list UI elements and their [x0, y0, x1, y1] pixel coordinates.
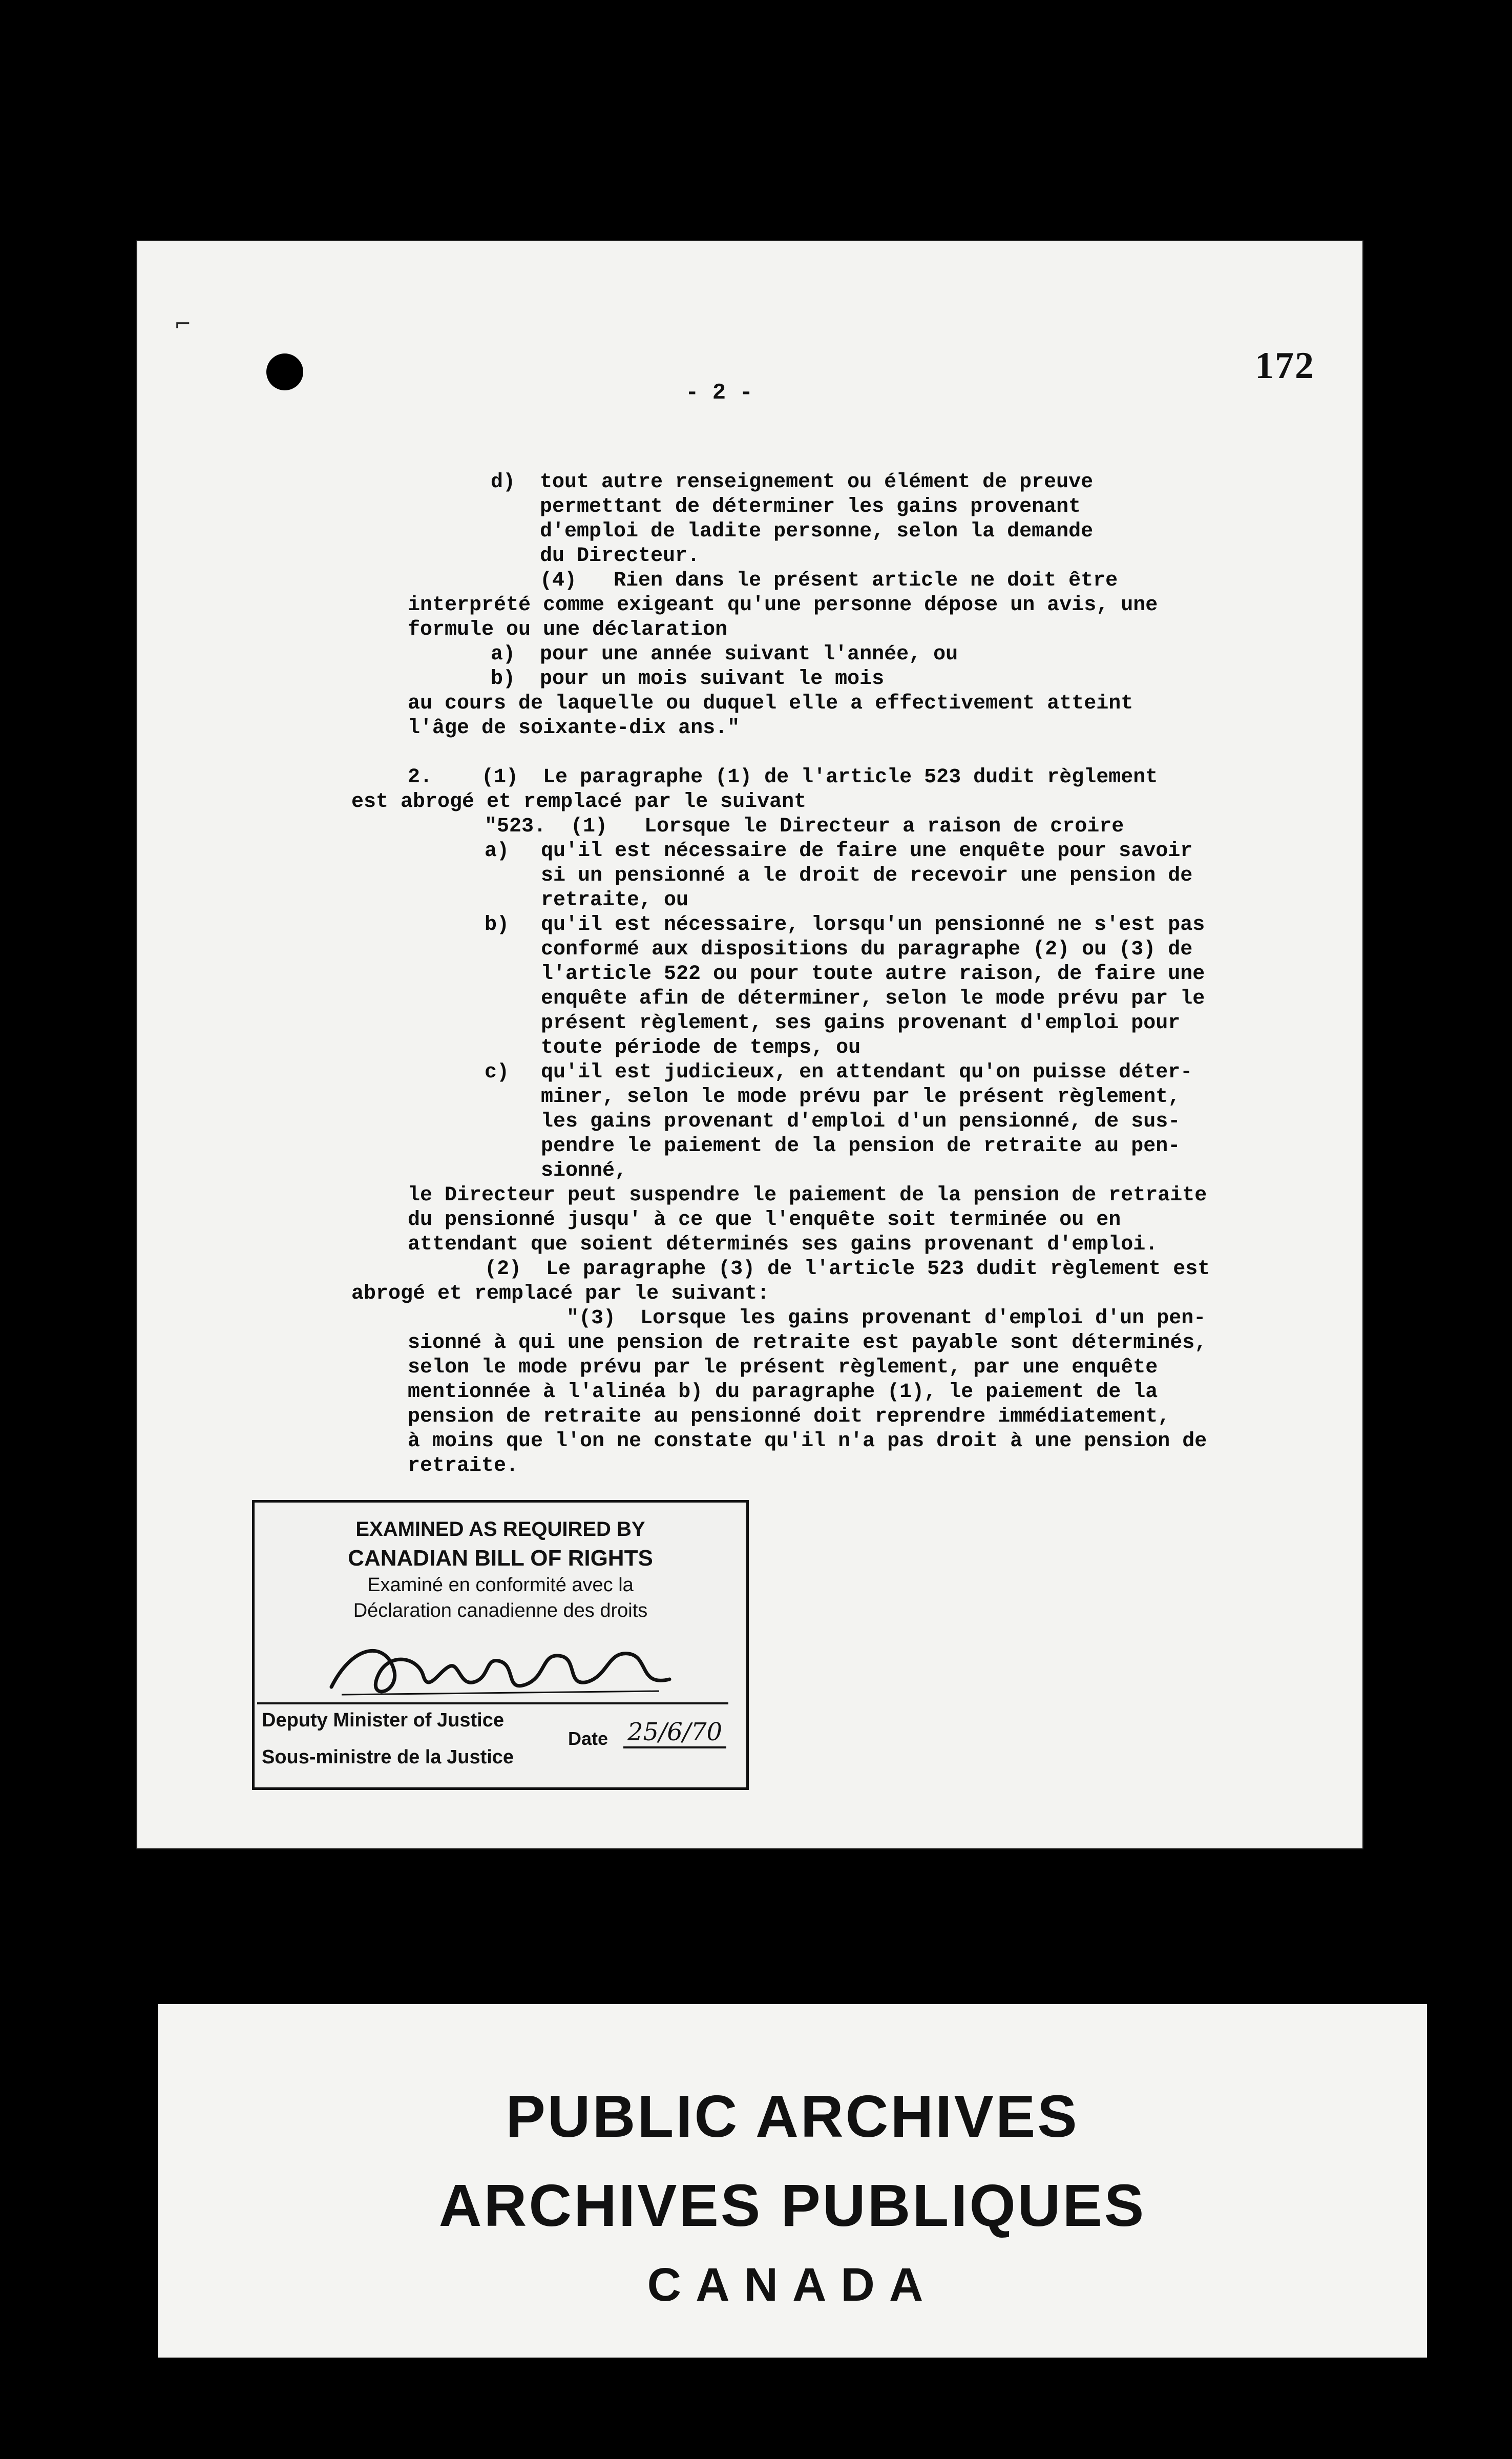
text-line: pension de retraite au pensionné doit reprendre immédiatement,: [408, 1405, 1170, 1428]
text-line: miner, selon le mode prévu par le présent règlement,: [541, 1086, 1181, 1109]
text-line: retraite.: [408, 1454, 519, 1477]
corner-mark: ⌐: [174, 312, 192, 336]
item-marker-d: d): [491, 471, 516, 494]
text-line: selon le mode prévu par le présent règlement, par une enquête: [408, 1356, 1158, 1379]
text-line: à moins que l'on ne constate qu'il n'a pas droit à une pension de: [408, 1430, 1207, 1453]
bill-of-rights-stamp: [252, 1500, 749, 1790]
text-line: les gains provenant d'emploi d'un pensionné, de sus-: [541, 1110, 1181, 1133]
text-line: toute période de temps, ou: [541, 1036, 861, 1059]
text-line: (4) Rien dans le présent article ne doit être: [540, 569, 1118, 592]
item-marker-b: b): [491, 668, 516, 691]
text-line: conformé aux dispositions du paragraphe (2) ou (3) de: [541, 938, 1193, 961]
stamp-french-line-1: Examiné en conformité avec la: [367, 1574, 634, 1596]
text-line: pendre le paiement de la pension de retraite au pen-: [541, 1135, 1181, 1158]
text-line: "(3) Lorsque les gains provenant d'emploi d'un pen-: [566, 1307, 1206, 1330]
text-line: d'emploi de ladite personne, selon la demande: [540, 520, 1094, 543]
text-line: du pensionné jusqu' à ce que l'enquête soit terminée ou en: [408, 1208, 1121, 1232]
text-line: (2) Le paragraphe (3) de l'article 523 dudit règlement est: [485, 1258, 1210, 1281]
text-line: mentionnée à l'alinéa b) du paragraphe (1), le paiement de la: [408, 1381, 1158, 1404]
text-line: formule ou une déclaration: [408, 618, 728, 641]
item-marker-c: c): [485, 1061, 510, 1084]
text-line: sionné,: [541, 1159, 627, 1182]
text-line: l'article 522 ou pour toute autre raison, de faire une: [541, 963, 1205, 986]
item-marker-a: a): [485, 840, 510, 863]
item-marker-b: b): [485, 913, 510, 936]
text-line: le Directeur peut suspendre le paiement de la pension de retraite: [408, 1184, 1207, 1207]
text-line: "523. (1) Lorsque le Directeur a raison de croire: [485, 815, 1124, 838]
archives-country: CANADA: [647, 2259, 938, 2311]
page-number: - 2 -: [685, 380, 753, 406]
text-line: si un pensionné a le droit de recevoir une pension de: [541, 864, 1193, 887]
text-line: retraite, ou: [541, 889, 689, 912]
stamp-french-line-2: Déclaration canadienne des droits: [353, 1600, 648, 1621]
archives-french-title: ARCHIVES PUBLIQUES: [438, 2172, 1146, 2239]
text-line: qu'il est judicieux, en attendant qu'on puisse déter-: [541, 1061, 1193, 1084]
text-line: qu'il est nécessaire, lorsqu'un pensionné ne s'est pas: [541, 913, 1205, 936]
text-line: sionné à qui une pension de retraite est payable sont déterminés,: [408, 1331, 1207, 1354]
stamp-heading: EXAMINED AS REQUIRED BY: [355, 1518, 645, 1540]
text-line: abrogé et remplacé par le suivant:: [351, 1282, 770, 1305]
date-label: Date: [568, 1728, 608, 1749]
signature-line: [257, 1702, 728, 1704]
handwritten-signature: [321, 1631, 680, 1707]
item-marker-a: a): [491, 643, 516, 666]
text-line: interprété comme exigeant qu'une personne dépose un avis, une: [408, 594, 1158, 617]
text-line: du Directeur.: [540, 545, 700, 568]
deputy-minister-label: Deputy Minister of Justice: [262, 1710, 504, 1731]
text-line: tout autre renseignement ou élément de preuve: [540, 471, 1094, 494]
text-line: pour un mois suivant le mois: [540, 668, 885, 691]
text-line: enquête afin de déterminer, selon le mode prévu par le: [541, 987, 1205, 1010]
archives-english-title: PUBLIC ARCHIVES: [506, 2083, 1079, 2150]
text-line: au cours de laquelle ou duquel elle a effectivement atteint: [408, 692, 1133, 715]
text-line: présent règlement, ses gains provenant d'emploi pour: [541, 1012, 1181, 1035]
text-line: 2. (1) Le paragraphe (1) de l'article 523 dudit règlement: [408, 766, 1158, 789]
handwritten-date: 25/6/70: [623, 1718, 726, 1748]
text-line: pour une année suivant l'année, ou: [540, 643, 958, 666]
text-line: l'âge de soixante-dix ans.": [408, 717, 740, 740]
text-line: attendant que soient déterminés ses gains provenant d'emploi.: [408, 1233, 1158, 1256]
sous-ministre-label: Sous-ministre de la Justice: [262, 1746, 514, 1768]
text-line: est abrogé et remplacé par le suivant: [351, 790, 807, 814]
text-line: qu'il est nécessaire de faire une enquête pour savoir: [541, 840, 1193, 863]
stamp-bill-title: CANADIAN BILL OF RIGHTS: [348, 1546, 653, 1571]
text-line: permettant de déterminer les gains provenant: [540, 495, 1081, 518]
punch-hole: [266, 353, 303, 390]
archives-card: [158, 2004, 1427, 2358]
folio-number: 172: [1255, 345, 1315, 387]
